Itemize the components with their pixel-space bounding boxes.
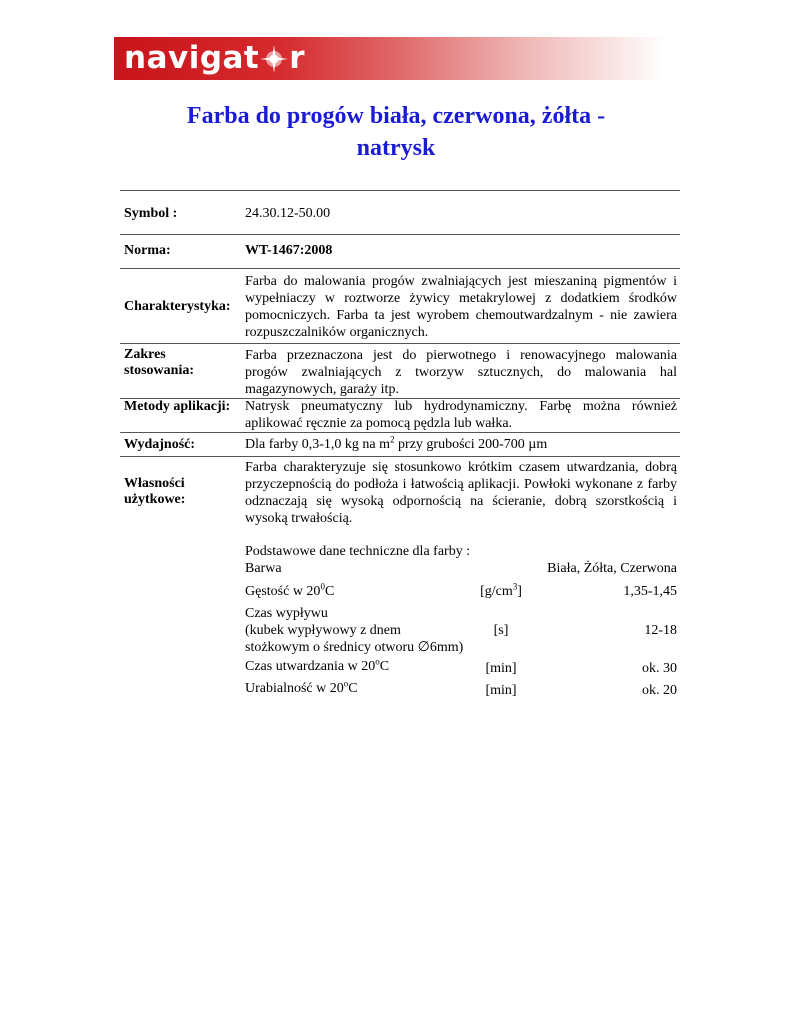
czas-utwardzania-name-sup: o <box>375 656 380 667</box>
symbol-value: 24.30.12-50.00 <box>245 206 331 221</box>
logo-text-end: r <box>289 40 306 76</box>
gestosc-name-post: C <box>324 584 335 599</box>
czas-wyplywu-name-line-1: Czas wypływu <box>245 606 328 621</box>
logo <box>124 39 305 77</box>
gestosc-unit <box>466 583 536 600</box>
czas-utwardzania-unit: [min] <box>485 661 517 676</box>
divider <box>120 432 680 433</box>
star-icon <box>260 45 288 73</box>
urabialnosc-name-sup: o <box>343 678 349 689</box>
wlasnosci-label-line-2: użytkowe: <box>124 492 186 507</box>
barwa-name: Barwa <box>245 561 282 576</box>
urabialnosc-name-pre: Urabialność w 20 <box>245 681 344 696</box>
divider <box>120 343 680 344</box>
divider <box>120 268 680 269</box>
wydajnosc-text-pre: Dla farby 0,3-1,0 kg na m <box>245 437 391 452</box>
page-title <box>114 100 678 164</box>
wydajnosc-value <box>245 436 677 453</box>
gestosc-unit-post: ] <box>517 584 522 599</box>
header-banner <box>114 37 666 80</box>
norma-label: Norma: <box>124 243 171 258</box>
title-line-2: natrysk <box>356 135 436 161</box>
logo-text-start: navigat <box>124 40 260 76</box>
czas-wyplywu-unit: [s] <box>493 623 509 638</box>
metody-value: Natrysk pneumatyczny lub hydrodynamiczny. Farbę można również aplikować ręcznie za pomocą pędzla lub wałka. <box>245 399 677 431</box>
divider <box>120 456 680 457</box>
divider <box>120 190 680 191</box>
czas-utwardzania-name-post: C <box>379 659 390 674</box>
wlasnosci-label <box>124 476 185 508</box>
title-line-1: Farba do progów biała, czerwona, żółta - <box>186 103 606 129</box>
metody-label: Metody aplikacji: <box>124 399 231 414</box>
urabialnosc-name <box>245 680 358 697</box>
gestosc-name-sup: 0 <box>320 581 325 592</box>
divider <box>120 234 680 235</box>
czas-utwardzania-name-pre: Czas utwardzania w 20 <box>245 659 376 674</box>
wydajnosc-superscript: 2 <box>390 434 395 445</box>
charakterystyka-value: Farba do malowania progów zwalniających jest mieszaniną pigmentów i wypełniaczy w roztworze żywicy metakrylowej z dodatkiem środków pomocniczych. Farba ta jest wyrobem chemoutwardzalnym - nie zawiera rozpuszczalników organicznych. <box>245 274 677 340</box>
zakres-label-line-2: stosowania: <box>124 363 195 378</box>
zakres-label <box>124 347 194 379</box>
norma-value: WT-1467:2008 <box>245 243 333 258</box>
gestosc-unit-sup: 3 <box>512 581 518 592</box>
czas-wyplywu-name-line-2: (kubek wypływowy z dnem <box>245 623 401 638</box>
czas-wyplywu-value: 12-18 <box>644 623 677 638</box>
charakterystyka-label: Charakterystyka: <box>124 299 231 314</box>
symbol-label: Symbol : <box>124 206 178 221</box>
zakres-label-line-1: Zakres <box>124 347 166 362</box>
wlasnosci-label-line-1: Własności <box>124 476 185 491</box>
gestosc-value: 1,35-1,45 <box>623 584 677 599</box>
gestosc-name <box>245 583 334 600</box>
zakres-value: Farba przeznaczona jest do pierwotnego i renowacyjnego malowania progów zwalniających z tworzyw sztucznych, do malowania hal magazynowych, garaży itp. <box>245 348 677 397</box>
urabialnosc-name-post: C <box>348 681 358 696</box>
czas-utwardzania-value: ok. 30 <box>642 661 677 676</box>
urabialnosc-value: ok. 20 <box>642 683 677 698</box>
tech-heading: Podstawowe dane techniczne dla farby : <box>245 544 471 559</box>
czas-utwardzania-name <box>245 658 389 675</box>
gestosc-name-pre: Gęstość w 20 <box>245 584 321 599</box>
czas-wyplywu-name-line-3: stożkowym o średnicy otworu ∅6mm) <box>245 640 464 655</box>
barwa-value: Biała, Żółta, Czerwona <box>547 561 677 576</box>
wydajnosc-label: Wydajność: <box>124 437 196 452</box>
urabialnosc-unit: [min] <box>485 683 517 698</box>
wlasnosci-value: Farba charakteryzuje się stosunkowo krótkim czasem utwardzania, dobrą przyczepnością do podłoża i łatwością aplikacji. Powłoki wykonane z farby odznaczają się wysoką odpornością na ścieranie, dobrą szorstkością i wysoką trwałością. <box>245 460 677 526</box>
gestosc-unit-pre: [g/cm <box>480 584 513 599</box>
wydajnosc-text-post: przy grubości 200-700 µm <box>394 437 548 452</box>
